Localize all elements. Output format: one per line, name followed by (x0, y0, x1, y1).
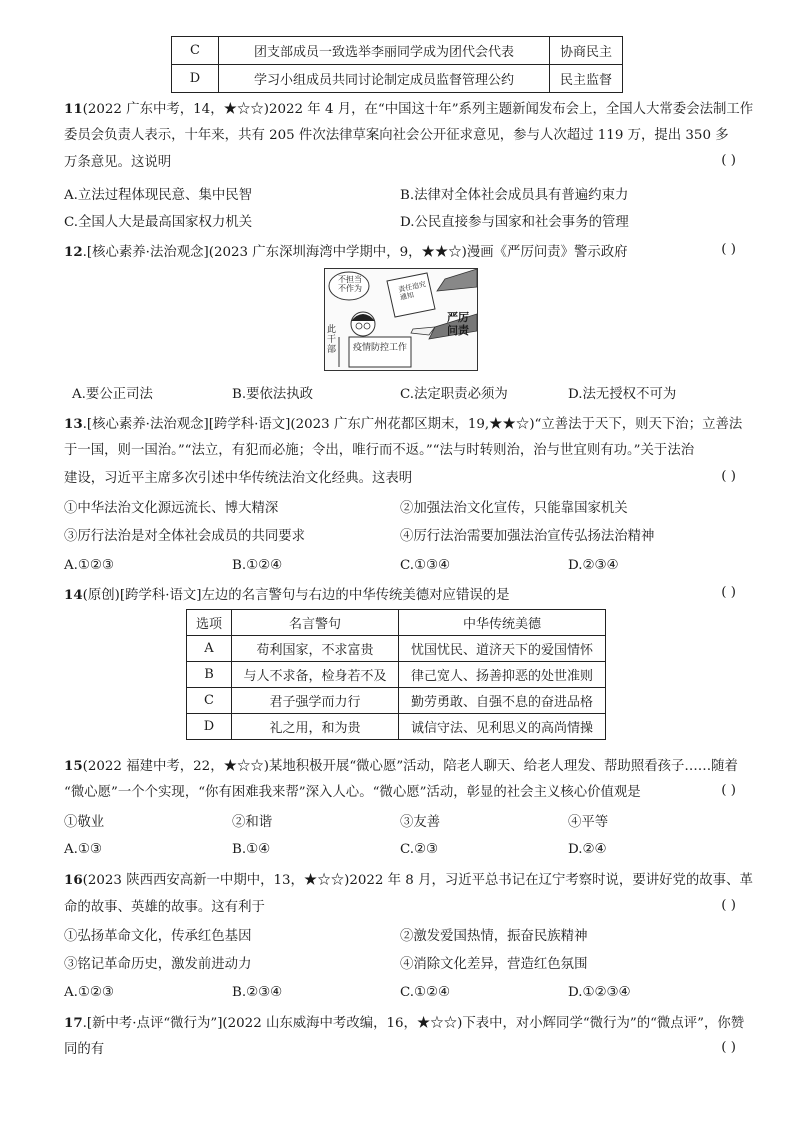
q12-option-a[interactable]: A.要公正司法 (72, 387, 153, 402)
q15-option-a[interactable]: A.①③ (64, 842, 102, 857)
q15-option-c[interactable]: C.②③ (400, 842, 439, 857)
q13-item-2: ②加强法治文化宣传，只能靠国家机关 (400, 501, 628, 516)
q17-line-1 (64, 1013, 744, 1034)
q11-line-1 (64, 99, 753, 120)
question-number: 15 (64, 758, 83, 774)
answer-blank[interactable]: ( ) (721, 1040, 736, 1055)
table-cell: D (187, 714, 232, 740)
q13-line-1 (64, 414, 742, 435)
q11-option-b[interactable]: B.法律对全体社会成员具有普遍约束力 (400, 188, 629, 203)
table-row (187, 714, 606, 740)
table-cell: B (187, 662, 232, 688)
table-row (187, 636, 606, 662)
table-cell: 忧国忧民、道济天下的爱国情怀 (399, 636, 606, 662)
q12-line-1 (64, 242, 628, 263)
question-text: .[核心素养·法治观念](2023 广东深圳海湾中学期中，9，★★☆)漫画《严厉问责》警示政府 (82, 245, 628, 260)
table-cell: 民主监督 (550, 65, 623, 93)
question-number: 11 (64, 101, 83, 117)
q16-line-2: 命的故事、英雄的故事。这有利于 (64, 900, 265, 915)
answer-blank[interactable]: ( ) (721, 242, 736, 257)
table-cell: 诚信守法、见利思义的高尚情操 (399, 714, 606, 740)
table-row (172, 37, 623, 65)
q13-item-3: ③厉行法治是对全体社会成员的共同要求 (64, 529, 306, 544)
cartoon-sign-text: 严厉问责 (447, 311, 469, 337)
table-cell: 学习小组成员共同讨论制定成员监督管理公约 (219, 65, 550, 93)
table-cell: 勤劳勇敢、自强不息的奋进品格 (399, 688, 606, 714)
q16-item-3: ③铭记革命历史，激发前进动力 (64, 957, 252, 972)
q12-option-b[interactable]: B.要依法执政 (232, 387, 314, 402)
cartoon-bubble-text: 不担当不作为 (338, 275, 362, 293)
table-cell: 君子强学而力行 (232, 688, 399, 714)
q12-option-c[interactable]: C.法定职责必须为 (400, 387, 508, 402)
table-cell: 苟利国家，不求富贵 (232, 636, 399, 662)
question-text: (2023 陕西西安高新一中期中，13，★☆☆)2022 年 8 月，习近平总书记在辽宁考察时说，要讲好党的故事、革 (82, 873, 753, 888)
cartoon-side-text: 此干部 (327, 325, 337, 355)
q16-item-2: ②激发爱国热情，振奋民族精神 (400, 929, 588, 944)
question-number: 14 (64, 587, 83, 603)
q13-option-b[interactable]: B.①②④ (232, 558, 283, 573)
table-cell: C (187, 688, 232, 714)
table-cell: C (172, 37, 219, 65)
answer-blank[interactable]: ( ) (721, 153, 736, 168)
table-cell: 礼之用，和为贵 (232, 714, 399, 740)
table-header-row (187, 610, 606, 636)
answer-blank[interactable]: ( ) (721, 469, 736, 484)
table-cell: D (172, 65, 219, 93)
q16-option-d[interactable]: D.①②③④ (568, 985, 631, 1000)
q11-line-2: 委员会负责人表示，十年来，共有 205 件次法律草案向社会公开征求意见，参与人次超过 119 万，提出 350 多 (64, 128, 729, 143)
q15-line-1 (64, 756, 738, 777)
q15-item-4: ④平等 (568, 815, 609, 830)
answer-blank[interactable]: ( ) (721, 585, 736, 600)
table-cell: 协商民主 (550, 37, 623, 65)
q15-line-2: “微心愿”一个个实现，“你有困难我来帮”深入人心。“微心愿”活动，彰显的社会主义核心价值观是 (64, 785, 641, 800)
answer-blank[interactable]: ( ) (721, 898, 736, 913)
q11-option-c[interactable]: C.全国人大是最高国家权力机关 (64, 215, 253, 230)
question-number: 13 (64, 416, 83, 432)
q11-line-3: 万条意见。这说明 (64, 155, 172, 170)
question-number: 16 (64, 872, 83, 888)
q15-option-d[interactable]: D.②④ (568, 842, 607, 857)
q13-option-a[interactable]: A.①②③ (64, 558, 114, 573)
question-text: .[核心素养·法治观念][跨学科·语文](2023 广东广州花都区期末，19,★★☆)“立善法于天下，则天下治；立善法 (82, 417, 743, 432)
question-text: (2022 广东中考，14，★☆☆)2022 年 4 月，在“中国这十年”系列主题新闻发布会上，全国人大常委会法制工作 (82, 102, 754, 117)
q16-line-1 (64, 870, 753, 891)
table-cell: 律己宽人、扬善抑恶的处世准则 (399, 662, 606, 688)
q12-option-d[interactable]: D.法无授权不可为 (568, 387, 677, 402)
question-text: (2022 福建中考，22，★☆☆)某地积极开展“微心愿”活动，陪老人聊天、给老人理发、帮助照看孩子……随着 (82, 759, 738, 774)
table-row (187, 688, 606, 714)
q16-item-1: ①弘扬革命文化，传承红色基因 (64, 929, 252, 944)
cartoon-paper-text: 责任追究通知 (397, 280, 427, 302)
q11-option-d[interactable]: D.公民直接参与国家和社会事务的管理 (400, 215, 629, 230)
q15-option-b[interactable]: B.①④ (232, 842, 271, 857)
table-cell: 团支部成员一致选举李丽同学成为团代会代表 (219, 37, 550, 65)
table-header: 中华传统美德 (399, 610, 606, 636)
table-cell: 与人不求备，检身若不及 (232, 662, 399, 688)
table-cell: A (187, 636, 232, 662)
q15-item-2: ②和谐 (232, 815, 273, 830)
table-header: 选项 (187, 610, 232, 636)
question-number: 12 (64, 244, 83, 260)
top-table (171, 36, 623, 93)
q16-item-4: ④消除文化差异，营造红色氛围 (400, 957, 588, 972)
table-row (187, 662, 606, 688)
table-row (172, 65, 623, 93)
question-number: 17 (64, 1015, 83, 1031)
maxims-table (186, 609, 606, 740)
q17-line-2: 同的有 (64, 1042, 105, 1057)
q15-item-3: ③友善 (400, 815, 441, 830)
q15-item-1: ①敬业 (64, 815, 105, 830)
q16-option-a[interactable]: A.①②③ (64, 985, 114, 1000)
table-header: 名言警句 (232, 610, 399, 636)
q13-item-1: ①中华法治文化源远流长、博大精深 (64, 501, 279, 516)
q13-option-c[interactable]: C.①③④ (400, 558, 451, 573)
q13-option-d[interactable]: D.②③④ (568, 558, 619, 573)
cartoon-desk-text: 疫情防控工作 (353, 343, 408, 353)
q16-option-b[interactable]: B.②③④ (232, 985, 283, 1000)
q13-item-4: ④厉行法治需要加强法治宣传弘扬法治精神 (400, 529, 655, 544)
q11-option-a[interactable]: A.立法过程体现民意、集中民智 (64, 188, 253, 203)
question-text: (原创)[跨学科·语文]左边的名言警句与右边的中华传统美德对应错误的是 (82, 588, 510, 603)
cartoon-image (324, 268, 478, 371)
answer-blank[interactable]: ( ) (721, 783, 736, 798)
q16-option-c[interactable]: C.①②④ (400, 985, 451, 1000)
q13-line-3: 建设，习近平主席多次引述中华传统法治文化经典。这表明 (64, 471, 413, 486)
question-text: .[新中考·点评“微行为”](2022 山东威海中考改编，16，★☆☆)下表中，对小辉同学“微行为”的“微点评”，你赞 (82, 1016, 745, 1031)
q14-line-1 (64, 585, 510, 606)
q13-line-2: 于一国，则一国治。”“法立，有犯而必施；令出，唯行而不返。”“法与时转则治，治与世宜则有功。”关于法治 (64, 443, 695, 458)
